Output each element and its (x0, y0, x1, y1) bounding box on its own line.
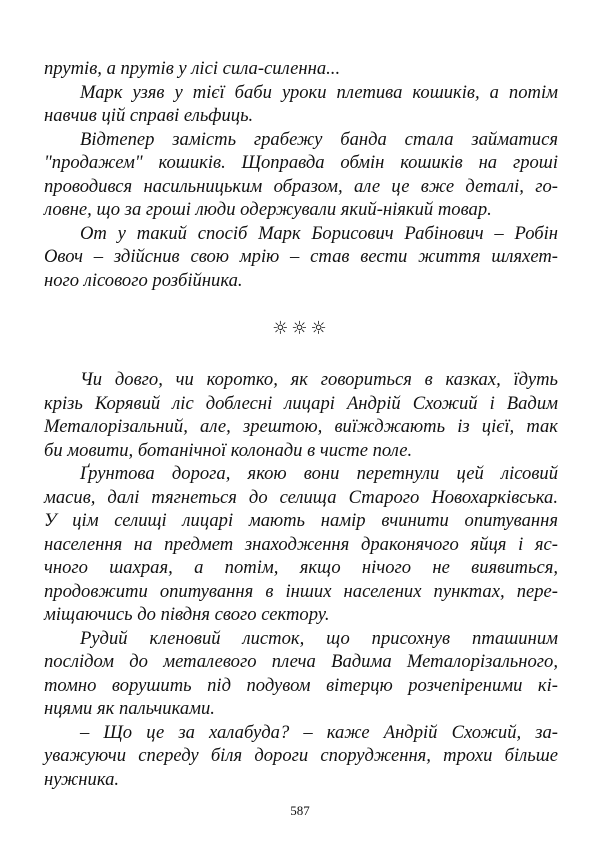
text-line: ного лісового розбійника. (44, 269, 243, 291)
text-line: Марк узяв у тієї баби уроки плетива кошиків, а потім (80, 81, 558, 103)
text-line: "продажем" кошиків. Щоправда обмін кошиків на гроші (44, 152, 558, 173)
text-line: крізь Корявий ліс доблесні лицарі Андрій Схожий і Вадим (44, 392, 558, 414)
text-line: продовжити опитування в інших населених пунктах, пере- (44, 580, 558, 602)
text-line: От у такий спосіб Марк Борисович Рабінович – Робін (80, 222, 558, 244)
text-line: проводився насильницьким образом, але це вже деталі, го- (44, 175, 558, 197)
text-line: чного шахрая, а потім, якщо нічого не виявиться, (44, 557, 558, 578)
text-line: уважуючи спереду біля дороги спорудження, трохи більше (44, 745, 558, 766)
text-line: нужника. (44, 768, 120, 790)
page-number: 587 (290, 803, 310, 818)
text-line: міщаючись до півдня свого сектору. (44, 604, 330, 625)
text-line: би мовити, ботанічної колонади в чисте поле. (44, 439, 413, 461)
section-divider: ☼☼☼ (272, 317, 330, 339)
paragraph-8 (44, 721, 558, 792)
text-line: навчив цій справі ельфиць. (44, 105, 254, 126)
paragraph-1 (44, 57, 558, 81)
paragraph-4 (44, 222, 558, 293)
text-line: – Що це за халабуда? – каже Андрій Схожий, за- (80, 721, 558, 743)
text-line: Чи довго, чи коротко, як говориться в казках, їдуть (80, 369, 558, 390)
paragraph-3 (44, 128, 558, 222)
text-line: Овоч – здійснив свою мрію – став вести життя шляхет- (44, 246, 558, 267)
text-line: Металорізальний, але, зрештою, виїжджають із цієї, так (44, 416, 558, 437)
text-line: прутів, а прутів у лісі сила-силенна... (44, 58, 341, 79)
paragraph-6 (44, 462, 558, 627)
text-line: ловне, що за гроші люди одержували який-ніякий товар. (44, 199, 492, 220)
paragraph-2 (44, 81, 558, 128)
paragraph-7 (44, 627, 558, 721)
text-line: послідом до металевого плеча Вадима Металорізального, (44, 651, 558, 672)
text-line: Ґрунтова дорога, якою вони перетнули цей лісовий (80, 463, 558, 484)
text-line: нцями як пальчиками. (44, 698, 215, 719)
text-line: томно ворушить під подувом вітерцю розчепіреними кі- (44, 674, 558, 696)
text-line: масив, далі тягнеться до селища Старого Новохарківська. (44, 486, 558, 508)
page-body (44, 57, 558, 791)
paragraph-5 (44, 368, 558, 462)
text-line: Відтепер замість грабежу банда стала займатися (80, 128, 558, 150)
text-line: У цім селищі лицарі мають намір вчинити опитування (44, 510, 558, 531)
text-line: Рудий кленовий листок, що присохнув пташиним (80, 627, 558, 649)
text-line: населення на предмет знаходження драконячого яйця і яс- (44, 533, 558, 555)
